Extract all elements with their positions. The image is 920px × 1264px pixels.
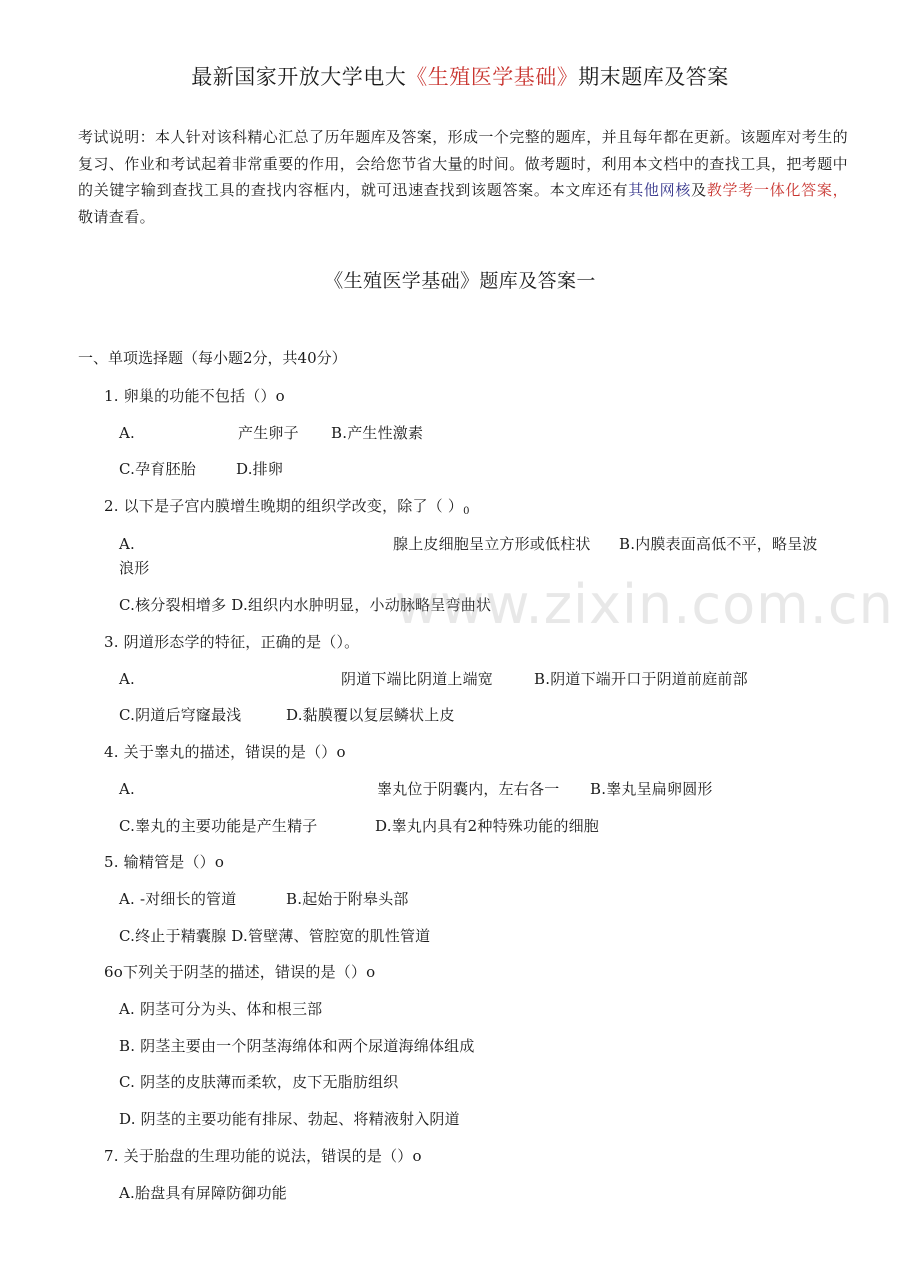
question-7-stem: 7. 关于胎盘的生理功能的说法，错误的是（）o [104,1147,422,1165]
title-suffix: 期末题库及答案 [578,65,729,89]
instructions-end: 敬请查看。 [78,207,156,226]
question-2-option-b-continued: 浪形 [119,559,150,577]
question-6-option-d: D. 阴茎的主要功能有排尿、勃起、将精液射入阴道 [119,1110,460,1128]
question-6-stem: 6o下列关于阴茎的描述，错误的是（）o [104,963,376,981]
exam-instructions [78,124,848,230]
question-3-option-b: B.阴道下端开口于阴道前庭前部 [534,670,748,688]
question-2-option-a: 腺上皮细胞呈立方形或低柱状 [393,535,591,553]
question-4-option-a-label: A. [119,780,136,798]
question-4-option-a: 睾丸位于阴囊内，左右各一 [377,780,560,798]
question-6-option-a: A. 阴茎可分为头、体和根三部 [119,1000,323,1018]
question-3-option-c: C.阴道后穹窿最浅 [119,706,242,724]
question-2-options-c-d: C.核分裂相增多 D.组织内水肿明显，小动脉略呈弯曲状 [119,596,492,614]
site-watermark: www.zixin.com.cn [395,573,894,636]
question-1-stem: 1. 卵巢的功能不包括（）o [104,387,285,405]
question-6-option-b: B. 阴茎主要由一个阴茎海绵体和两个尿道海绵体组成 [119,1037,475,1055]
question-2-option-a-label: A. [119,535,136,553]
question-3-option-a-label: A. [119,670,136,688]
question-2-option-b: B.内膜表面高低不平，略呈波 [619,535,818,553]
integrated-answers-link[interactable]: 教学考一体化答案， [706,181,848,199]
question-3-option-a: 阴道下端比阴道上端宽 [341,670,494,688]
question-1-option-c: C.孕育胚胎 [119,460,196,478]
section-heading: 一、单项选择题（每小题2分，共40分） [78,349,347,367]
question-5-options-c-d: C.终止于精囊腺 D.管壁薄、管腔宽的肌性管道 [119,927,431,945]
question-5-stem: 5. 输精管是（）o [104,853,225,871]
question-3-option-d: D.黏膜覆以复层鳞状上皮 [286,706,455,724]
question-6-option-c: C. 阴茎的皮肤薄而柔软，皮下无脂肪组织 [119,1073,399,1091]
question-5-option-a: A. -对细长的管道 [119,890,237,908]
title-prefix: 最新国家开放大学电大 [191,65,407,89]
instructions-text: 考试说明：本人针对该科精心汇总了历年题库及答案，形成一个完整的题库，并且每年都在更新。该题库对考生的复习、作业和考试起着非常重要的作用，会给您节省大量的时间。做考题时，利用本文档中的查找工具，把考题中的关键字输到查找工具的查找内容框内，就可迅速查找到该题答案。本文库还有 [78,128,849,199]
question-1-option-b: B.产生性激素 [331,424,424,442]
question-1-option-a: 产生卵子 [238,424,299,442]
question-1-option-a-label: A. [119,424,136,442]
question-3-stem: 3. 阴道形态学的特征，正确的是（）。 [104,633,360,651]
question-4-stem: 4. 关于睾丸的描述，错误的是（）o [104,743,346,761]
document-title [0,62,920,92]
question-1-option-d: D.排卵 [236,460,284,478]
question-2-stem [104,495,470,523]
title-course-name: 《生殖医学基础》 [406,65,579,89]
question-2-stem-text: 2. 以下是子宫内膜增生晚期的组织学改变，除了（ ） [104,497,464,515]
question-4-option-c: C.睾丸的主要功能是产生精子 [119,817,318,835]
question-7-option-a: A.胎盘具有屏障防御功能 [119,1184,288,1202]
question-4-option-d: D.睾丸内具有2种特殊功能的细胞 [375,817,600,835]
section-subtitle: 《生殖医学基础》题库及答案一 [324,270,596,292]
question-2-stem-tail: 0 [463,506,470,517]
other-resources-link[interactable]: 其他网核 [628,181,692,199]
instructions-joiner: 及 [691,181,707,199]
question-4-option-b: B.睾丸呈扁卵圆形 [590,780,713,798]
question-5-option-b: B.起始于附皋头部 [286,890,409,908]
